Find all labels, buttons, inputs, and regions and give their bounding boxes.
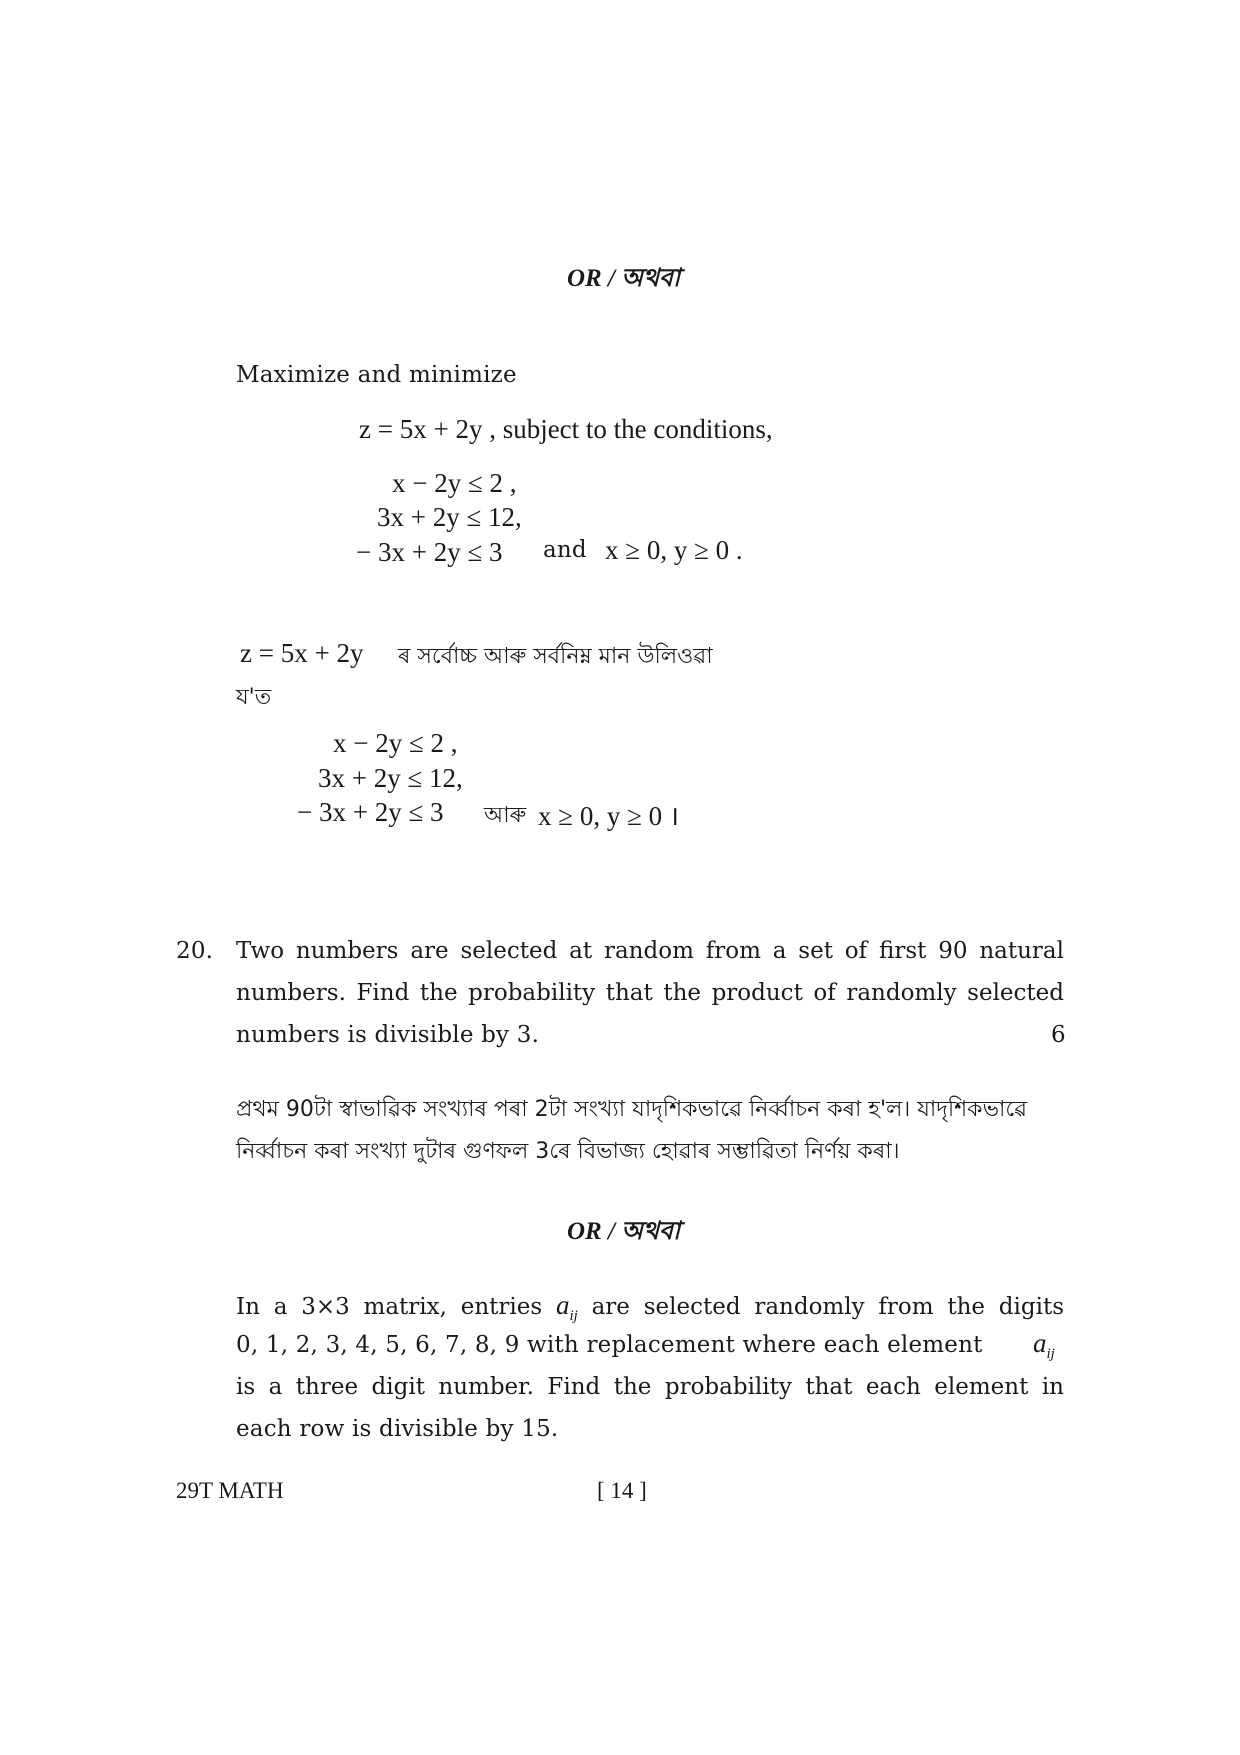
or-heading-q20: OR / অথবা (567, 1218, 681, 1245)
q19-as-constraint-1: x − 2y ≤ 2 , (333, 728, 458, 758)
footer-code: 29T MATH (176, 1478, 284, 1503)
q20-marks: 6 (1051, 1022, 1066, 1048)
q19-as-text: ৰ সৰ্বোচ্চ আৰু সৰ্বনিম্ন মান উলিওৱা (398, 644, 713, 669)
q20-alt-line-1b: are selected randomly from the digits (591, 1294, 1065, 1320)
q19-and-en: and (543, 537, 587, 563)
q20-alt-line-1 (236, 1290, 1064, 1325)
q20-alt-line-4: each row is divisible by 15. (236, 1416, 559, 1442)
q20-as-line-1: প্ৰথম 90টা স্বাভাৱিক সংখ্যাৰ পৰা 2টা সংখ্যা যাদৃশিকভাৱে নিৰ্ব্বাচন কৰা হ'ল। যাদৃশিকভাৱে (236, 1097, 1028, 1122)
q20-number: 20. (176, 938, 214, 964)
q19-as-constraint-3: − 3x + 2y ≤ 3 (297, 797, 444, 827)
q20-line-1: Two numbers are selected at random from a set of first 90 natural (236, 938, 1064, 964)
or-heading-top: OR / অথবা (567, 265, 681, 292)
q19-intro: Maximize and minimize (236, 362, 517, 388)
footer-page-number: [ 14 ] (597, 1478, 647, 1503)
var-aij-2: $a_{ij}$ (1033, 1328, 1055, 1362)
q19-nonneg-as: x ≥ 0, y ≥ 0 । (538, 801, 680, 831)
var-aij-1: $a_{ij}$ (555, 1290, 578, 1324)
q19-nonneg-en: x ≥ 0, y ≥ 0 . (605, 535, 743, 565)
q19-objective-en: z = 5x + 2y , subject to the conditions, (359, 414, 773, 444)
q20-as-line-2: নিৰ্ব্বাচন কৰা সংখ্যা দুটাৰ গুণফল 3ৰে বিভাজ্য হোৱাৰ সম্ভাৱিতা নিৰ্ণয় কৰা। (236, 1139, 900, 1164)
q19-as-such: য'ত (236, 685, 272, 710)
q19-and-as: আৰু (484, 803, 527, 828)
q19-constraint-2: 3x + 2y ≤ 12, (377, 502, 522, 532)
q20-line-3: numbers is divisible by 3. (236, 1022, 540, 1048)
q20-alt-line-3: is a three digit number. Find the probability that each element in (236, 1374, 1064, 1400)
q20-alt-line-1a: In a 3×3 matrix, entries (236, 1294, 543, 1320)
q19-constraint-3: − 3x + 2y ≤ 3 (356, 537, 503, 567)
q19-objective-as: z = 5x + 2y (240, 638, 364, 668)
q19-as-constraint-2: 3x + 2y ≤ 12, (318, 763, 463, 793)
q20-alt-line-2: 0, 1, 2, 3, 4, 5, 6, 7, 8, 9 with replacement where each element (236, 1332, 983, 1358)
q19-constraint-1: x − 2y ≤ 2 , (392, 468, 517, 498)
q20-line-2: numbers. Find the probability that the product of randomly selected (236, 980, 1064, 1006)
